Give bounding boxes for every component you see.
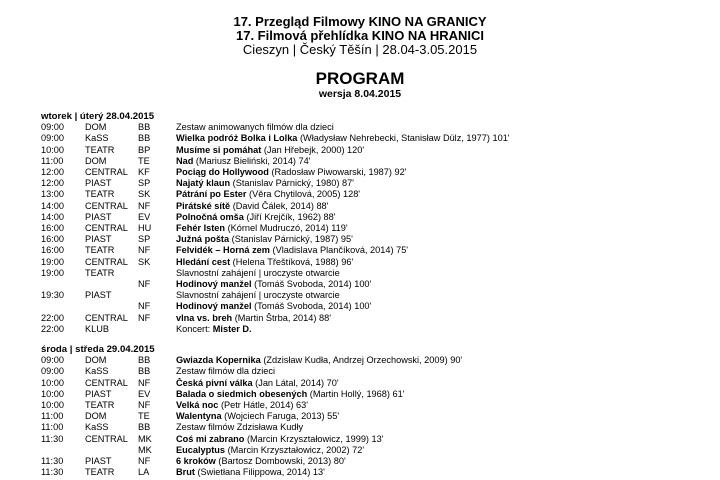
code-cell: BB [138,122,151,133]
description-cell [176,467,710,478]
time-cell: 13:00 [41,189,64,200]
venue-cell: CENTRAL [85,312,128,323]
code-cell [138,324,176,335]
film-details: (Stanislav Párnický, 1987) 95' [229,234,353,245]
venue-cell [85,279,138,290]
film-details: (Bartosz Dombowski, 2013) 80' [215,456,346,467]
code-cell: MK [138,444,152,455]
time-cell: 19:00 [41,256,64,267]
venue-cell: PIAST [85,290,112,301]
code-cell: NF [138,301,151,312]
description-cell [176,245,710,256]
code-cell: EV [138,211,151,222]
code-cell: NF [138,200,151,211]
time-cell: 14:00 [41,200,64,211]
description-cell [176,400,710,411]
film-details: (Martin Hollý, 1968) 61' [307,388,405,399]
code-cell [138,268,176,279]
film-title: Balada o siedmich obesených [176,388,308,399]
time-cell: 12:00 [41,167,64,178]
code-cell: BB [138,133,151,144]
program-day-section [41,344,710,478]
code-cell: BP [138,144,151,155]
venue-cell: PIAST [85,456,112,467]
film-title: Velká noc [176,400,219,411]
code-cell: EV [138,388,151,399]
time-cell [41,279,85,290]
time-cell: 19:30 [41,290,64,301]
venue-cell: DOM [85,155,107,166]
schedule-row [41,189,710,200]
time-cell: 10:00 [41,388,64,399]
film-title: Felvidék – Horná zem [176,245,270,256]
venue-cell [85,301,138,312]
description-text: Slavnostní zahájení | uroczyste otwarcie [176,290,340,301]
film-details: (Radosław Piwowarski, 1987) 92' [268,167,407,178]
schedule-row [41,133,710,144]
code-cell: HU [138,223,152,234]
program-version: wersja 8.04.2015 [318,88,402,100]
schedule-row [41,301,710,312]
time-cell: 09:00 [41,355,64,366]
venue-cell: CENTRAL [85,223,128,234]
schedule-row [41,467,710,478]
description-cell [176,167,710,178]
code-cell: NF [138,400,151,411]
film-title: Wielka podróż Bolka i Lolka [176,133,298,144]
time-cell: 22:00 [41,323,64,334]
film-details: (Tomáš Svoboda, 2014) 100' [251,279,372,290]
film-details: (Petr Hátle, 2014) 63' [218,400,308,411]
film-details: (Kórnel Mudruczó, 2014) 119' [225,223,348,234]
code-cell: LA [138,467,150,478]
description-cell [176,178,710,189]
description-cell [176,201,710,212]
time-cell: 12:00 [41,178,64,189]
code-cell: SP [138,234,151,245]
film-details: (Władysław Nehrebecki, Stanisław Dülz, 1977) 101' [297,133,510,144]
schedule-row [41,456,710,467]
venue-cell: TEATR [85,245,115,256]
film-details: (Mariusz Bieliński, 2014) 74' [193,155,311,166]
schedule-row [41,324,710,335]
venue-cell: PIAST [85,211,112,222]
description-text: Slavnostní zahájení | uroczyste otwarcie [176,267,340,278]
code-cell [138,290,176,301]
film-title: Hodinový manžel [176,301,252,312]
schedule-row [41,122,710,133]
film-title: Hledání cest [176,256,231,267]
time-cell: 11:00 [41,155,64,166]
film-details: (Helena Třeštíková, 1988) 96' [230,256,354,267]
description-cell [176,313,710,324]
time-cell: 22:00 [41,312,64,323]
venue-cell: PIAST [85,234,112,245]
film-title: Pociąg do Hollywood [176,167,269,178]
film-details: (Věra Chytilová, 2005) 128' [246,189,361,200]
film-title: 6 kroków [176,456,216,467]
film-details: (Wojciech Faruga, 2013) 55' [221,411,340,422]
schedule-row [41,434,710,445]
schedule-row [41,167,710,178]
venue-cell: CENTRAL [85,167,128,178]
time-cell: 10:00 [41,144,64,155]
code-cell: NF [138,245,151,256]
code-cell: NF [138,312,151,323]
venue-cell: CENTRAL [85,433,128,444]
schedule-row [41,268,710,279]
day-header: środa | středa 29.04.2015 [41,344,155,356]
schedule-row [41,201,710,212]
venue-cell: TEATR [85,267,115,278]
film-details: (Swietłana Filippowa, 2014) 13' [194,467,325,478]
festival-title-cz: 17. Filmová přehlídka KINO NA HRANICI [235,28,484,43]
film-details: (Zdzisław Kudła, Andrzej Orzechowski, 2009) 90' [260,355,463,366]
film-details: (Martin Štrba, 2014) 88' [232,312,331,323]
venue-cell: CENTRAL [85,200,128,211]
film-title: Najatý klaun [176,178,231,189]
schedule-row [41,313,710,324]
description-text: Zestaw animowanych filmów dla dzieci [176,122,334,133]
code-cell: SP [138,178,151,189]
time-cell: 16:00 [41,234,64,245]
program-title: PROGRAM [315,69,405,88]
schedule-row [41,257,710,268]
description-cell [176,189,710,200]
document-header [0,0,720,100]
film-title: Brut [176,467,195,478]
schedule-row [41,290,710,301]
code-cell: BB [138,366,151,377]
venue-cell: TEATR [85,189,115,200]
schedule-row [41,178,710,189]
film-title: Pátrání po Ester [176,189,247,200]
time-cell: 14:00 [41,211,64,222]
film-title: Gwiazda Kopernika [176,355,261,366]
film-title: Hodinový manžel [176,279,252,290]
venue-cell: CENTRAL [85,377,128,388]
time-cell [41,301,85,312]
program-sections [0,111,720,479]
venue-cell: PIAST [85,388,112,399]
film-details: (David Čálek, 2014) 88' [230,200,329,211]
venue-cell [85,445,138,456]
time-cell: 16:00 [41,245,64,256]
venue-cell: CENTRAL [85,256,128,267]
description-cell [176,301,710,312]
venue-cell: PIAST [85,178,112,189]
description-cell [176,268,710,279]
schedule-row [41,411,710,422]
description-cell [176,411,710,422]
time-cell: 19:00 [41,267,64,278]
time-cell: 09:00 [41,366,64,377]
film-title: vlna vs. breh [176,312,233,323]
time-cell: 11:00 [41,422,64,433]
description-cell [176,422,710,433]
film-title: Pirátské sítě [176,200,231,211]
code-cell: KF [138,167,150,178]
venue-cell: TEATR [85,400,115,411]
film-details: (Jan Hřebejk, 2000) 120' [261,144,365,155]
code-cell: SK [138,256,151,267]
description-cell [176,355,710,366]
film-title: Mister D. [212,323,252,334]
description-cell [176,290,710,301]
film-title: Eucalyptus [176,444,226,455]
schedule-row [41,366,710,377]
description-cell [176,156,710,167]
description-cell [176,389,710,400]
schedule-row [41,223,710,234]
day-header: wtorek | úterý 28.04.2015 [41,111,155,122]
schedule-row [41,389,710,400]
venue-cell: KaSS [85,422,109,433]
description-cell [176,145,710,156]
film-title: Česká pivní válka [176,377,253,388]
description-text: Koncert: [176,323,213,334]
description-cell [176,456,710,467]
description-cell [176,445,710,456]
venue-cell: TEATR [85,467,115,478]
schedule-row [41,378,710,389]
film-details: (Tomáš Svoboda, 2014) 100' [251,301,372,312]
description-cell [176,324,710,335]
film-details: (Vladislava Plančíková, 2014) 75' [269,245,409,256]
schedule-row [41,145,710,156]
schedule-row [41,400,710,411]
description-cell [176,257,710,268]
time-cell: 16:00 [41,223,64,234]
description-cell [176,133,710,144]
time-cell: 11:30 [41,433,64,444]
time-cell: 11:30 [41,467,64,478]
venue-cell: DOM [85,411,107,422]
code-cell: NF [138,456,151,467]
time-cell: 09:00 [41,122,64,133]
schedule-row [41,234,710,245]
code-cell: MK [138,433,152,444]
film-details: (Stanislav Párnický, 1980) 87' [230,178,354,189]
code-cell: TE [138,155,150,166]
code-cell: BB [138,422,151,433]
festival-title-pl: 17. Przegląd Filmowy KINO NA GRANICY [233,14,487,29]
time-cell: 11:30 [41,456,64,467]
festival-location-dates: Cieszyn | Český Těšín | 28.04-3.05.2015 [242,42,478,57]
description-cell [176,434,710,445]
description-cell [176,223,710,234]
time-cell: 10:00 [41,400,64,411]
film-details: (Marcin Krzyształowicz, 2002) 72' [225,444,365,455]
time-cell: 09:00 [41,133,64,144]
film-details: (Jiří Krejčík, 1962) 88' [243,211,336,222]
code-cell: NF [138,377,151,388]
film-title: Nad [176,155,194,166]
film-title: Južná pošta [176,234,230,245]
time-cell [41,445,85,456]
film-details: (Marcin Krzyształowicz, 1999) 13' [244,433,384,444]
venue-cell: DOM [85,355,107,366]
schedule-row [41,279,710,290]
program-day-section [41,111,710,335]
venue-cell: KaSS [85,366,109,377]
code-cell: TE [138,411,150,422]
schedule-row [41,355,710,366]
film-title: Polnočná omša [176,211,244,222]
description-cell [176,378,710,389]
schedule-row [41,156,710,167]
description-text: Zestaw filmów dla dzieci [176,366,276,377]
description-cell [176,366,710,377]
film-title: Fehér Isten [176,223,226,234]
schedule-row [41,445,710,456]
code-cell: NF [138,279,151,290]
description-cell [176,234,710,245]
venue-cell: TEATR [85,144,115,155]
schedule-row [41,422,710,433]
code-cell: BB [138,355,151,366]
description-cell [176,212,710,223]
description-cell [176,122,710,133]
film-title: Musíme si pomáhat [176,144,262,155]
schedule-row [41,245,710,256]
venue-cell: KaSS [85,133,109,144]
code-cell: SK [138,189,151,200]
time-cell: 11:00 [41,411,64,422]
film-title: Coś mi zabrano [176,433,245,444]
venue-cell: KLUB [85,323,110,334]
time-cell: 10:00 [41,377,64,388]
film-details: (Jan Látal, 2014) 70' [252,377,339,388]
venue-cell: DOM [85,122,107,133]
description-cell [176,279,710,290]
description-text: Zestaw filmów Zdzisława Kudły [176,422,304,433]
schedule-row [41,212,710,223]
film-title: Walentyna [176,411,222,422]
